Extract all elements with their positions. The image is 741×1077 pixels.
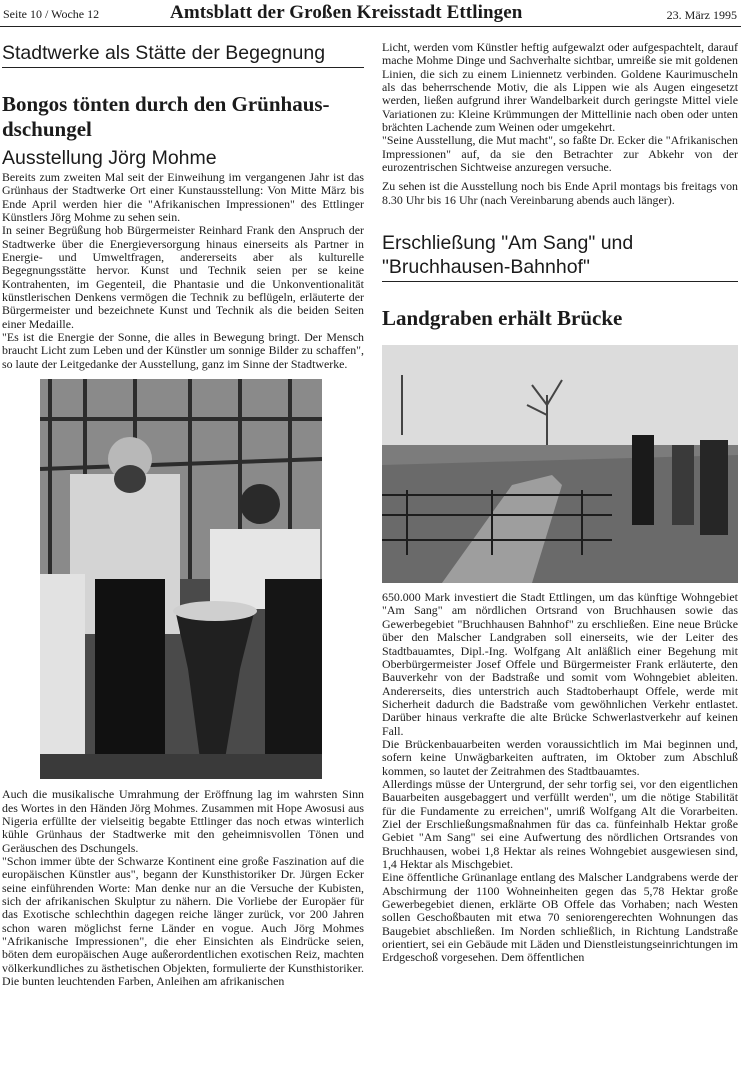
paragraph: "Schon immer übte der Schwarze Kontinent eine große Faszination auf die europäischen Künstler aus", begann der Kunsthistoriker Dr. Jürgen Ecker seine einführenden Worte: Man denke nur an die Versuche der Kubisten, sich der afrikanischen Skulptur zu nähern. Die Vorliebe der Europäer für das Exotische schlechthin dagegen reiche länger zurück, vor 200 Jahren schon waren möglichst ferne Länder en vogue. Auch Jörg Mohmes "Afrikanische Impressionen", die eher Einsichten als Eindrücke seien, böten dem europäischen Auge außerordentlichen exotischen Reiz, machten völkerkundliches zu ästhetischen Objekten, formulierte der Kunsthistoriker. Die bunten leuchtenden Farben, Anleihen am afrikanischen	[2, 853, 364, 988]
masthead	[0, 0, 741, 27]
photo-landgraben	[382, 345, 738, 583]
paragraph: 650.000 Mark investiert die Stadt Ettlingen, um das künftige Wohngebiet "Am Sang" am nördlichen Ortsrand von Bruchhausen sowie das Gewerbegebiet "Bruchhausen Bahnhof" zu erschließen. Eine neue Brücke über den Malscher Landgraben soll einerseits, wie der Leiter des Stadtbauamtes, Dipl.-Ing. Wolfgang Alt anläßlich einer Begehung mit Oberbürgermeister Josef Offele und Bürgermeister Frank erläuterte, den Bauverkehr von der Badstraße und somit vom Wohngebiet ableiten. Andererseits, dies unterstrich auch Stadtoberhaupt Offele, werde mit Sicherheit dadurch die Badstraße vom gewöhnlichen Verkehr entlastet. Darüber hinaus verkrafte die alte Brücke Schwerlastverkehr auf keinen Fall.	[382, 590, 738, 738]
subhead-ausstellung: Ausstellung Jörg Mohme	[2, 147, 217, 169]
issue-date: 23. März 1995	[666, 8, 737, 22]
section-title-line: Erschließung "Am Sang" und	[382, 232, 634, 255]
paragraph: Zu sehen ist die Ausstellung noch bis Ende April montags bis freitags von 8.30 Uhr bis 16 Uhr (nach Vereinbarung abends auch länger).	[382, 179, 738, 207]
paragraph: Bereits zum zweiten Mal seit der Einweihung im vergangenen Jahr ist das Grünhaus der Stadtwerke Ort einer Kunstausstellung: Von Mitte März bis Ende April werden hier die "Afrikanischen Impressionen" des Ettlinger Künstlers Jörg Mohme zu sehen sein.	[2, 170, 364, 225]
paragraph: Die Brückenbauarbeiten werden voraussichtlich im Mai beginnen und, sofern keine Unwägbarkeiten auftraten, im Oktober zum Abschluß kommen, so lautet der Zeitrahmen des Stadtbauamtes.	[382, 736, 738, 778]
section-title-line: "Bruchhausen-Bahnhof"	[382, 256, 590, 279]
section-title-erschliessung	[382, 231, 738, 282]
paragraph: Allerdings müsse der Untergrund, der sehr torfig sei, vor den eigentlichen Bauarbeiten ausgebaggert und verfüllt werden", um die nötige Stabilität für die Fundamente zu erreichen", umriß Wolfgang Alt die Vorarbeiten. Ziel der Erschließungsmaßnahmen für das ca. fünfeinhalb Hektar große Gebiet "Am Sang" sei eine Aufwertung des nördlichen Ortsrandes von Bruchhausen, wobei 1,8 Hektar als reines Wohngebiet ausgewiesen sind, 1,4 Hektar als Mischgebiet.	[382, 776, 738, 871]
newspaper-title: Amtsblatt der Großen Kreisstadt Ettlingen	[170, 2, 523, 23]
right-column	[382, 32, 738, 1077]
headline-landgraben: Landgraben erhält Brücke	[382, 306, 623, 331]
paragraph: Eine öffentliche Grünanlage entlang des Malscher Landgrabens werde der Abschirmung der 1100 Wohneinheiten gegen das 5,78 Hektar große Gewerbegebiet dienen, erklärte OB Offele das Vorhaben; nach Westen sollen Geschoßbauten mit etwa 70 seniorengerechten Wohnungen das Baugebiet abschließen. Im Norden schließlich, in Richtung Landstraße orientiert, sei ein Gebäude mit Läden und Dienstleistungseinrichtungen im Erdgeschoß vorgesehen. Dem öffentlichen	[382, 870, 738, 965]
page-label: Seite 10 / Woche 12	[3, 7, 100, 21]
article-body-landgraben	[382, 591, 738, 965]
paragraph: Licht, werden vom Künstler heftig aufgewalzt oder aufgespachtelt, darauf mache Mohme Dinge und Sachverhalte sichtbar, umreiße sie mit goldenen Linien, die sich zu einem Liniennetz verbinden. Goldene Kaurimuscheln als das beherrschende Motiv, die als Lippen wie als Augen eingesetzt werden, ließen aufgrund ihrer Wandelbarkeit durch geringste Mittel viele Variationen zu: Kleine Krümmungen der Mittellinie nach oben oder unten brächten Lachende zum Weinen oder umgekehrt.	[382, 40, 738, 135]
headline-bongos: Bongos tönten durch den Grünhaus-dschungel	[2, 92, 330, 141]
article-continuation	[382, 41, 738, 207]
photo-musicians-drums	[40, 379, 322, 779]
paragraph: Auch die musikalische Umrahmung der Eröffnung lag im wahrsten Sinn des Wortes in den Händen Jörg Mohmes. Zusammen mit Hope Awosusi aus Nigeria erfüllte der vielseitig begabte Ettlinger das noch etwas winterlich kühle Grünhaus der Stadtwerke mit den geheimnisvollen Tönen und Geräuschen des Dschungels.	[2, 787, 364, 855]
paragraph: "Seine Ausstellung, die Mut macht", so faßte Dr. Ecker die "Afrikanischen Impressionen" auf, da sie den Betrachter zur Abkehr von der eurozentrischen Sichtweise anzuregen versuche.	[382, 133, 738, 175]
photo-landgraben-image	[382, 345, 738, 583]
paragraph: "Es ist die Energie der Sonne, die alles in Bewegung bringt. Der Mensch braucht Licht zum Leben und der Künstler um sonnige Bilder zu schaffen", so laute der Leitgedanke der Ausstellung, ganz im Sinne der Stadtwerke.	[2, 330, 364, 371]
section-title-stadtwerke: Stadtwerke als Stätte der Begegnung	[2, 41, 364, 68]
article-body-top	[2, 171, 364, 371]
article-body-bottom	[2, 788, 364, 988]
paragraph: In seiner Begrüßung hob Bürgermeister Reinhard Frank den Anspruch der Stadtwerke über die Energieversorgung hinaus einerseits als Partner in Energie- und Umweltfragen, andererseits aber als kulturelle Begegnungsstätte hervor. Kunst und Technik seien per se keine Kontrahenten, im Gegenteil, die Phantasie und die Unkonventionalität künstlerischen Denkens vermögen die Technik zu beflügeln, erläuterte der Bürgermeister und bezeichnete Kunst und Technik als die beiden Seiten einer Medaille.	[2, 223, 364, 331]
photo-musicians-image	[40, 379, 322, 779]
left-column	[2, 32, 364, 1077]
